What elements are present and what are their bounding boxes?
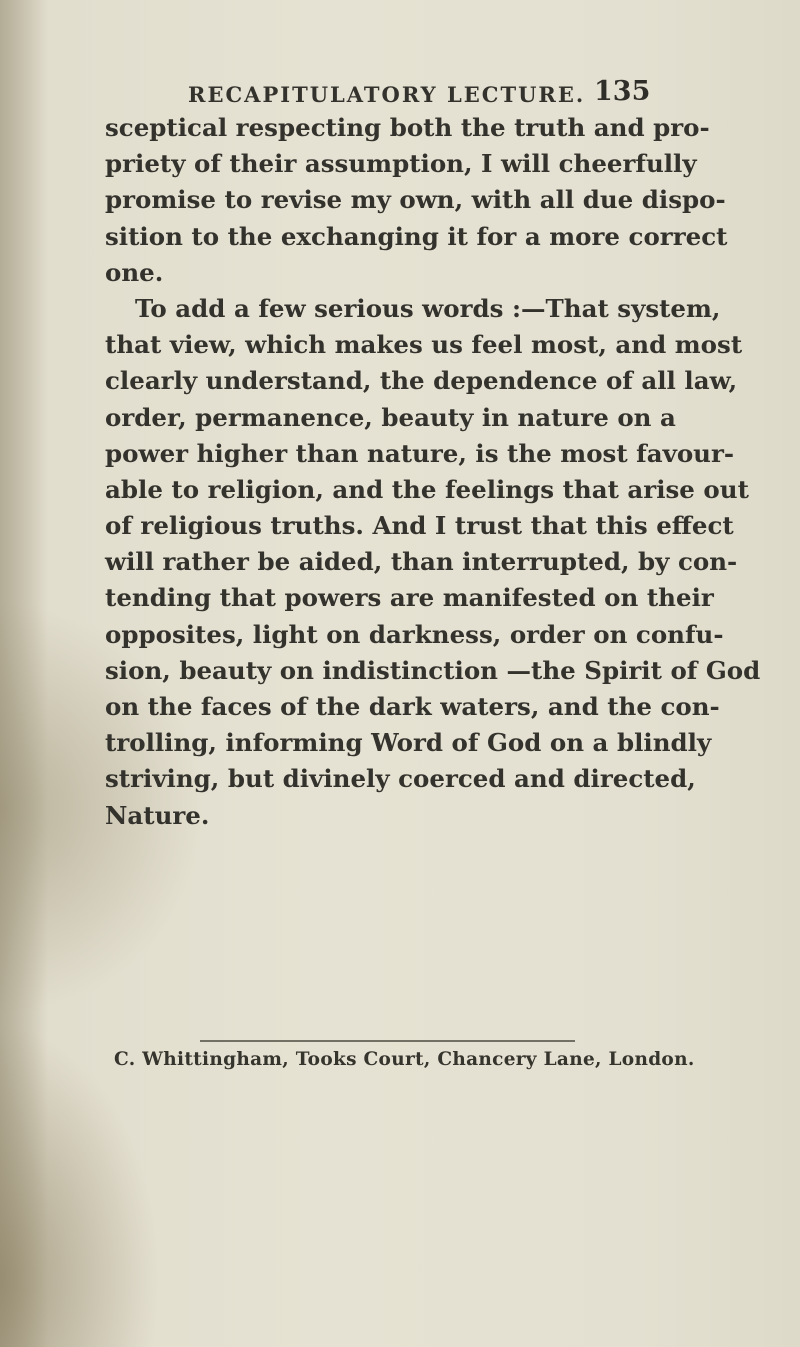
text-line: on the faces of the dark waters, and the con- — [105, 692, 720, 721]
text-line: priety of their assumption, I will cheerfully — [105, 149, 697, 179]
text-line: trolling, informing Word of God on a blindly — [105, 728, 712, 758]
text-line: of religious truths. And I trust that this effect — [105, 511, 734, 541]
paragraph-start-line: To add a few serious words :—That system, — [135, 293, 721, 323]
text-line: one. — [105, 257, 164, 287]
text-line: striving, but divinely coerced and directed, — [105, 764, 696, 794]
text-line: power higher than nature, is the most favour- — [105, 438, 735, 468]
body-text — [105, 110, 761, 834]
text-line: order, permanence, beauty in nature on a — [105, 402, 676, 432]
text-line: able to religion, and the feelings that arise out — [105, 474, 749, 504]
text-line: clearly understand, the dependence of all law, — [105, 366, 738, 396]
text-line: Nature. — [105, 800, 210, 830]
text-line: sion, beauty on indistinction —the Spirit of God — [105, 655, 761, 685]
running-title: RECAPITULATORY LECTURE. — [188, 82, 586, 107]
footer-rule — [200, 1040, 575, 1042]
text-line: will rather be aided, than interrupted, by con- — [105, 547, 738, 577]
text-line: tending that powers are manifested on their — [105, 583, 714, 613]
text-line: that view, which makes us feel most, and most — [105, 330, 743, 360]
text-line: promise to revise my own, with all due dispo- — [105, 185, 726, 215]
page-number: 135 — [594, 76, 651, 107]
text-line: sceptical respecting both the truth and pro- — [105, 113, 710, 142]
page-edge-shadow — [0, 0, 48, 1347]
text-line: opposites, light on darkness, order on confu- — [105, 619, 724, 649]
text-line: sition to the exchanging it for a more correct — [105, 221, 728, 251]
printer-imprint: C. Whittingham, Tooks Court, Chancery Lane, London. — [114, 1049, 695, 1070]
